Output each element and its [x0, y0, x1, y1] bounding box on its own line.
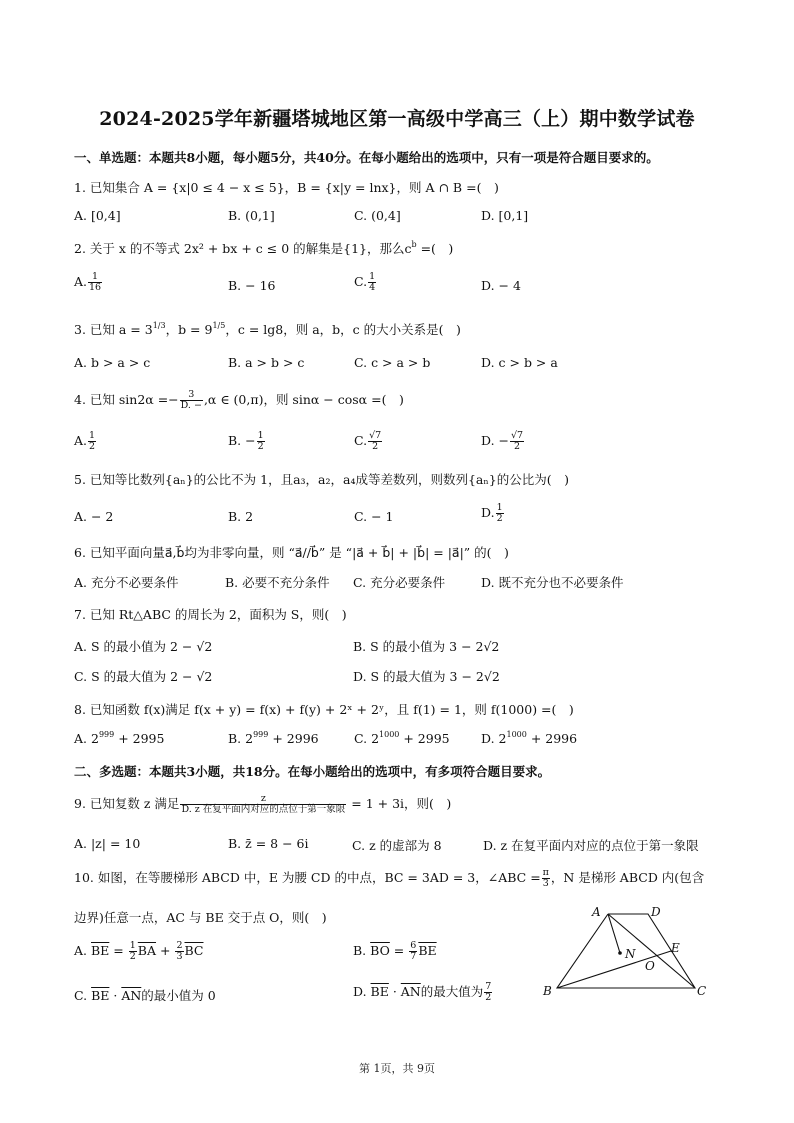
- question-2-stem: [74, 239, 453, 257]
- question-4-stem: [74, 390, 404, 411]
- vector: $\overline{BE}$: [418, 943, 437, 958]
- fraction: [257, 431, 265, 452]
- numerator: √7: [511, 430, 524, 441]
- numerator: 7: [485, 981, 492, 992]
- question-7-stem: 7. 已知 Rt△ABC 的周长为 2，面积为 S，则( ): [74, 607, 347, 622]
- question-2-exponent: b: [411, 240, 417, 249]
- question-7-option-d: D. S 的最大值为 3 − 2√2: [353, 669, 500, 684]
- label-c: C: [697, 984, 707, 998]
- question-5-option-a: A. − 2: [74, 509, 114, 524]
- question-10-option-a: [74, 941, 203, 962]
- question-6-option-d: D. 既不充分也不必要条件: [481, 575, 624, 590]
- question-5-option-c: C. − 1: [354, 509, 394, 524]
- option-part: + 2996: [268, 731, 319, 746]
- question-5-option-b: B. 2: [228, 509, 254, 524]
- denominator: 2: [514, 441, 521, 452]
- page-title: 2024-2025学年新疆塔城地区第一高级中学高三（上）期中数学试卷: [99, 108, 695, 130]
- option-part: C. 2: [354, 731, 380, 746]
- option-c-label: C.: [354, 274, 368, 289]
- fraction: [368, 431, 382, 452]
- option-part: =: [109, 943, 124, 958]
- option-part: B. 2: [228, 731, 254, 746]
- stem-part: ，c = lg8，则 a，b，c 的大小关系是( ): [225, 322, 461, 337]
- option-part: ·: [388, 984, 401, 999]
- vector: $\overline{BE}$: [91, 988, 110, 1003]
- exponent: 1/3: [152, 321, 166, 330]
- label-n: N: [625, 947, 636, 961]
- fraction: [88, 431, 96, 452]
- stem-part: ，N 是梯形 ABCD 内(包含: [550, 870, 705, 885]
- question-6-option-c: C. 充分必要条件: [353, 575, 446, 590]
- denominator: 16: [89, 282, 102, 293]
- exponent: 1000: [379, 730, 400, 739]
- stem-part: 3. 已知 a = 3: [74, 322, 153, 337]
- question-2-stem-end: =( ): [416, 241, 454, 256]
- fraction: [180, 794, 346, 815]
- stem-part: ，b = 9: [165, 322, 213, 337]
- option-d-label: D.: [481, 505, 495, 520]
- question-3-option-b: B. a > b > c: [228, 355, 305, 370]
- question-9-stem: [74, 794, 451, 815]
- stem-part: 9. 已知复数 z 满足: [74, 796, 180, 811]
- label-b: B: [543, 984, 552, 998]
- question-2-option-d: D. − 4: [481, 278, 521, 293]
- question-9-option-b: B. z̄ = 8 − 6i: [228, 836, 309, 851]
- point-n: [618, 951, 622, 955]
- question-2-option-b: B. − 16: [228, 278, 276, 293]
- option-part: =: [389, 943, 405, 958]
- vector: $\overline{AN}$: [400, 984, 421, 999]
- numerator: √7: [369, 430, 382, 441]
- question-4-option-c: [354, 431, 383, 452]
- question-6-stem: 6. 已知平面向量a⃗,b⃗均为非零向量，则 “a⃗//b⃗” 是 “|a⃗ + b⃗| + |b⃗| = |a⃗|” 的( ): [74, 545, 509, 560]
- stem-part: 4. 已知 sin2α =−: [74, 392, 179, 407]
- option-part: ·: [109, 988, 122, 1003]
- question-8-option-c: [354, 730, 450, 746]
- denominator: 2: [129, 951, 136, 962]
- denominator: 3: [542, 878, 549, 889]
- question-7-option-b: B. S 的最小值为 3 − 2√2: [353, 639, 500, 654]
- numerator: π: [542, 867, 549, 878]
- question-8-option-b: [228, 730, 319, 746]
- question-9-option-d: D. z 在复平面内对应的点位于第一象限: [483, 838, 699, 853]
- vector: $\overline{AN}$: [121, 988, 142, 1003]
- option-part: A. 2: [74, 731, 99, 746]
- fraction: [129, 941, 137, 962]
- stem-part: = 1 + 3i，则( ): [347, 796, 452, 811]
- option-part: + 2995: [114, 731, 165, 746]
- question-3-stem: [74, 320, 461, 338]
- numerator: 1: [257, 430, 264, 441]
- question-6-option-a: A. 充分不必要条件: [74, 575, 179, 590]
- exponent: 1000: [506, 730, 527, 739]
- fraction: [484, 982, 492, 1003]
- fraction: [175, 941, 183, 962]
- vector: $\overline{BC}$: [184, 943, 204, 958]
- question-8-stem: 8. 已知函数 f(x)满足 f(x + y) = f(x) + f(y) + 2ˣ + 2ʸ，且 f(1) = 1，则 f(1000) =( ): [74, 702, 574, 717]
- section-heading-multi-choice: 二、多选题：本题共3小题，共18分。在每小题给出的选项中，有多项符合题目要求。: [74, 764, 551, 779]
- denominator: 7: [410, 951, 417, 962]
- question-10-option-b: [353, 941, 437, 962]
- question-3-option-a: A. b > a > c: [74, 355, 151, 370]
- question-4-option-d: [481, 431, 525, 452]
- option-part: 的最小值为 0: [141, 988, 216, 1003]
- label-o: O: [645, 959, 655, 973]
- question-10-stem-line-1: [74, 868, 704, 889]
- numerator: z: [180, 794, 346, 805]
- question-5-stem: 5. 已知等比数列{aₙ}的公比不为 1，且a₃，a₂，a₄成等差数列，则数列{aₙ}的公比为( ): [74, 472, 570, 487]
- question-10-option-c: [74, 986, 216, 1004]
- page-footer: 第 1页，共 9页: [359, 1062, 435, 1075]
- question-1-option-d: D. [0,1]: [481, 208, 529, 223]
- numerator: 2: [176, 940, 183, 951]
- denominator: 4: [369, 282, 376, 293]
- question-6-option-b: B. 必要不充分条件: [225, 575, 330, 590]
- denominator: 3: [176, 951, 183, 962]
- question-9-option-a: A. |z| = 10: [74, 836, 141, 851]
- question-7-option-c: C. S 的最大值为 2 − √2: [74, 669, 213, 684]
- vector: $\overline{BE}$: [370, 984, 389, 999]
- question-5-option-d: [481, 503, 505, 524]
- question-7-option-a: A. S 的最小值为 2 − √2: [74, 639, 213, 654]
- question-1-option-c: C. (0,4]: [354, 208, 401, 223]
- diagonal-ac: [608, 914, 695, 988]
- option-d-label: D. −: [481, 433, 509, 448]
- fraction: [180, 390, 203, 411]
- option-a-label: A.: [74, 274, 88, 289]
- denominator: D. z 在复平面内对应的点位于第一象限: [181, 804, 346, 815]
- option-part: 的最大值为: [420, 984, 484, 999]
- numerator: 1: [496, 502, 503, 513]
- option-part: B.: [353, 943, 367, 958]
- numerator: 1: [129, 940, 136, 951]
- question-8-option-a: [74, 730, 164, 746]
- option-part: C.: [74, 988, 88, 1003]
- option-part: +: [156, 943, 171, 958]
- option-part: + 2996: [526, 731, 578, 746]
- question-1-option-b: B. (0,1]: [228, 208, 275, 223]
- exponent: 999: [98, 730, 115, 739]
- stem-part: 10. 如图，在等腰梯形 ABCD 中，E 为腰 CD 的中点，BC = 3AD = 3，∠ABC =: [74, 870, 541, 885]
- question-4-option-b: [228, 431, 266, 452]
- label-d: D: [651, 905, 661, 919]
- question-4-option-a: [74, 431, 97, 452]
- denominator: 2: [496, 513, 503, 524]
- denominator: 2: [372, 441, 379, 452]
- option-part: D.: [353, 984, 367, 999]
- denominator: 2: [485, 992, 492, 1003]
- question-10-stem-line-2: 边界)任意一点，AC 与 BE 交于点 O，则( ): [74, 910, 327, 925]
- option-part: A.: [74, 943, 88, 958]
- question-2-option-a: [74, 272, 103, 293]
- question-2-stem-text: 2. 关于 x 的不等式 2x² + bx + c ≤ 0 的解集是{1}，那么c: [74, 241, 412, 256]
- fraction: [510, 431, 524, 452]
- section-heading-single-choice: 一、单选题：本题共8小题，每小题5分，共40分。在每小题给出的选项中，只有一项是符合题目要求的。: [74, 150, 659, 165]
- fraction: [496, 503, 504, 524]
- fraction: [88, 272, 102, 293]
- denominator: D. −: [180, 400, 202, 411]
- question-1-option-a: A. [0,4]: [74, 208, 121, 223]
- trapezoid-figure: [540, 900, 720, 1008]
- question-8-option-d: [481, 730, 577, 746]
- option-part: + 2995: [399, 731, 450, 746]
- denominator: 2: [257, 441, 264, 452]
- option-b-label: B. −: [228, 433, 256, 448]
- vector: $\overline{BO}$: [370, 943, 390, 958]
- option-c-label: C.: [354, 433, 368, 448]
- question-3-option-d: D. c > b > a: [481, 355, 558, 370]
- question-3-option-c: C. c > a > b: [354, 355, 431, 370]
- question-2-option-c: [354, 272, 377, 293]
- fraction: [542, 868, 550, 889]
- question-10-option-d: [353, 982, 493, 1003]
- fraction: [409, 941, 417, 962]
- segment-an: [608, 914, 620, 953]
- option-a-label: A.: [74, 433, 88, 448]
- numerator: 3: [180, 390, 203, 401]
- question-1-stem: 1. 已知集合 A = {x|0 ≤ 4 − x ≤ 5}，B = {x|y = lnx}，则 A ∩ B =( ): [74, 180, 499, 195]
- denominator: 2: [89, 441, 96, 452]
- label-a: A: [592, 905, 601, 919]
- stem-part: ,α ∈ (0,π)，则 sinα − cosα =( ): [203, 392, 404, 407]
- numerator: 6: [410, 940, 417, 951]
- option-part: D. 2: [481, 731, 507, 746]
- question-9-option-c: C. z 的虚部为 8: [352, 838, 442, 853]
- vector: $\overline{BA}$: [137, 943, 157, 958]
- vector: $\overline{BE}$: [91, 943, 110, 958]
- label-e: E: [671, 941, 680, 955]
- numerator: 1: [89, 430, 96, 441]
- exponent: 999: [253, 730, 269, 739]
- numerator: 1: [88, 272, 102, 283]
- fraction: [368, 272, 376, 293]
- exponent: 1/5: [212, 321, 226, 330]
- numerator: 1: [369, 271, 376, 282]
